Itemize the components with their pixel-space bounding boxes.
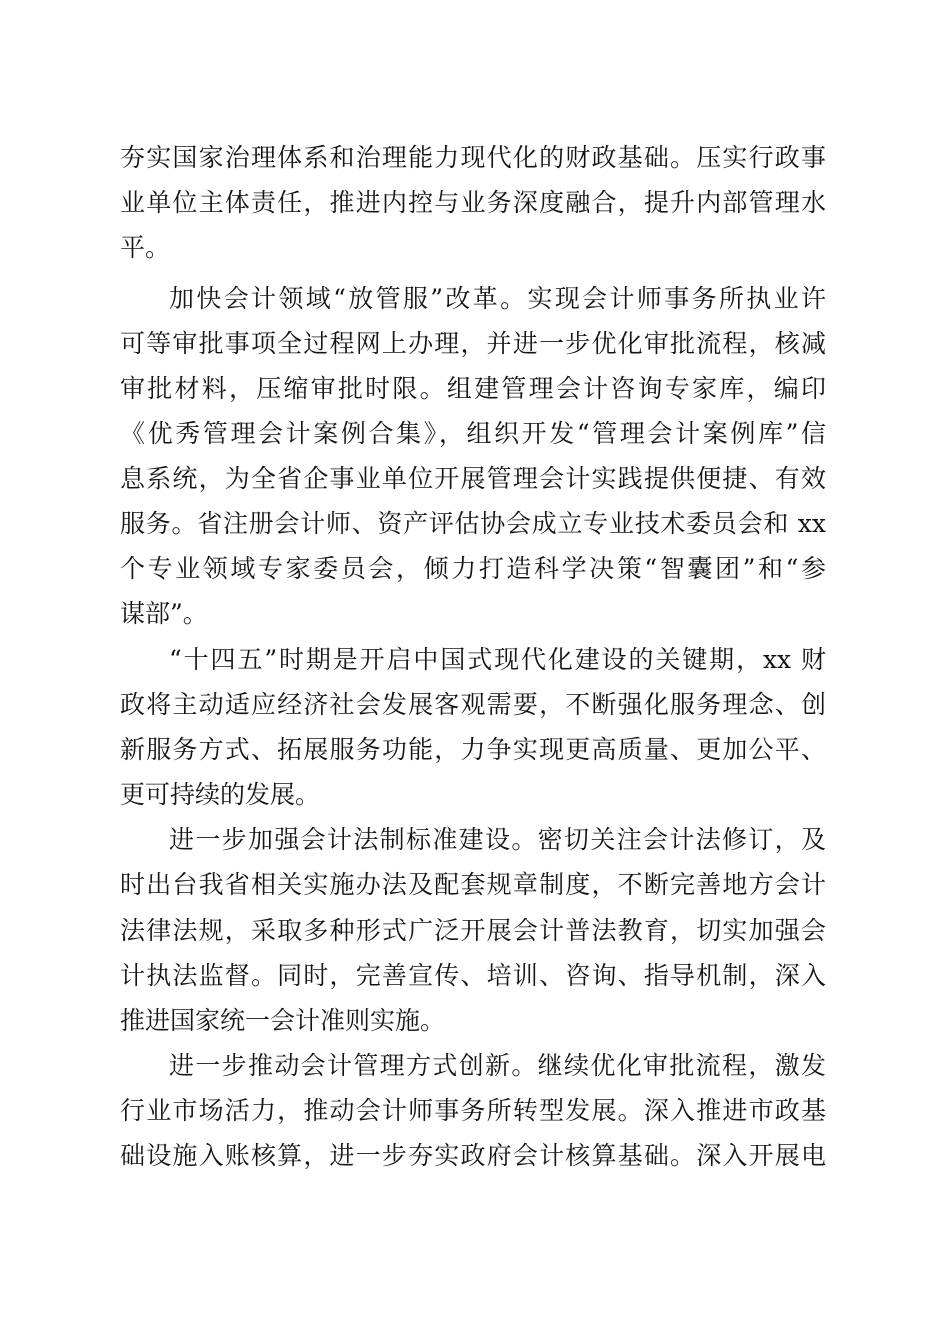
line-text: 础设施入账核算，进一步夯实政府会计核算基础。深入开展电 — [120, 1141, 826, 1170]
text-line — [0, 592, 950, 636]
text-line — [0, 1134, 950, 1178]
text-line — [0, 136, 950, 180]
line-text: 个专业领域专家委员会，倾力打造科学决策“智囊团”和“参 — [120, 554, 826, 583]
text-line — [0, 909, 950, 953]
line-text: 计执法监督。同时，完善宣传、培训、咨询、指导机制，深入 — [120, 961, 826, 990]
text-line — [0, 954, 950, 998]
text-line — [0, 773, 950, 817]
line-text: 新服务方式、拓展服务功能，力争实现更高质量、更加公平、 — [120, 735, 826, 764]
text-line — [0, 728, 950, 772]
text-line — [0, 1089, 950, 1133]
line-text: 夯实国家治理体系和治理能力现代化的财政基础。压实行政事 — [120, 143, 826, 172]
text-line — [0, 818, 950, 862]
text-line — [0, 277, 950, 321]
text-line — [0, 1044, 950, 1088]
line-text: 审批材料，压缩审批时限。组建管理会计咨询专家库，编印 — [120, 374, 826, 403]
text-line — [0, 322, 950, 366]
line-text: 加快会计领域“放管服”改革。实现会计师事务所执业许 — [169, 284, 826, 313]
line-text: 推进国家统一会计准则实施。 — [120, 1006, 446, 1035]
line-text: 更可持续的发展。 — [120, 780, 321, 809]
text-line — [0, 502, 950, 546]
text-line — [0, 226, 950, 270]
text-line — [0, 638, 950, 682]
text-line — [0, 367, 950, 411]
text-line — [0, 683, 950, 727]
line-text: 服务。省注册会计师、资产评估协会成立专业技术委员会和 xx — [120, 509, 826, 538]
line-text: 进一步推动会计管理方式创新。继续优化审批流程，激发 — [169, 1051, 826, 1080]
line-text: 谋部”。 — [120, 599, 208, 628]
line-text: 可等审批事项全过程网上办理，并进一步优化审批流程，核减 — [120, 329, 826, 358]
line-text: “十四五”时期是开启中国式现代化建设的关键期，xx 财 — [169, 645, 826, 674]
line-text: 政将主动适应经济社会发展客观需要，不断强化服务理念、创 — [120, 690, 826, 719]
line-text: 息系统，为全省企事业单位开展管理会计实践提供便捷、有效 — [120, 464, 826, 493]
text-line — [0, 547, 950, 591]
line-text: 时出台我省相关实施办法及配套规章制度，不断完善地方会计 — [120, 870, 826, 899]
text-line — [0, 181, 950, 225]
line-text: 《优秀管理会计案例合集》，组织开发“管理会计案例库”信 — [120, 419, 826, 448]
text-line — [0, 999, 950, 1043]
text-line — [0, 457, 950, 501]
line-text: 业单位主体责任，推进内控与业务深度融合，提升内部管理水 — [120, 188, 826, 217]
line-text: 行业市场活力，推动会计师事务所转型发展。深入推进市政基 — [120, 1096, 826, 1125]
line-text: 平。 — [120, 233, 171, 262]
text-line — [0, 412, 950, 456]
line-text: 法律法规，采取多种形式广泛开展会计普法教育，切实加强会 — [120, 916, 826, 945]
text-line — [0, 863, 950, 907]
line-text: 进一步加强会计法制标准建设。密切关注会计法修订，及 — [169, 825, 826, 854]
